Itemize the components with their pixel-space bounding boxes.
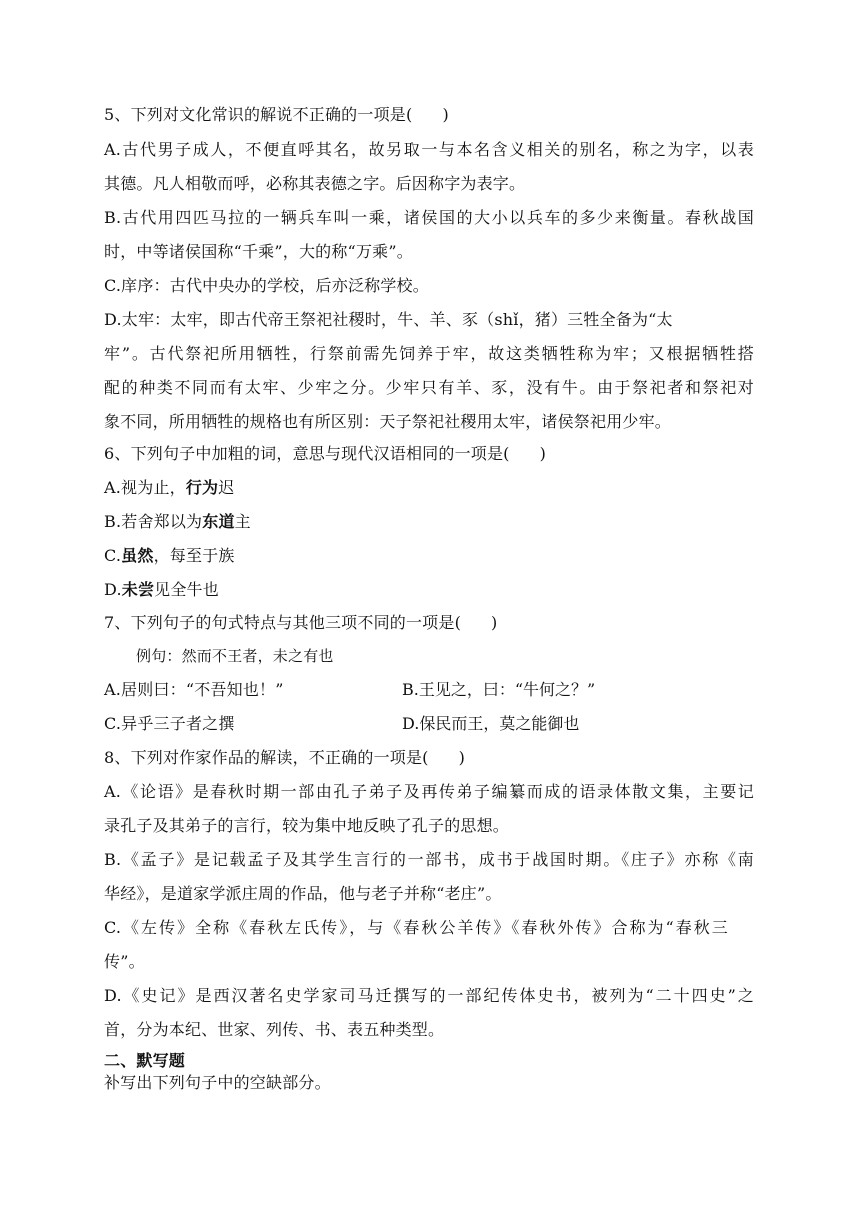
q5-option-a-line2: 其德。凡人相敬而呼，必称其表德之字。后因称字为表字。 [104,174,526,193]
q5-option-c: C.庠序：古代中央办的学校，后亦泛称学校。 [104,276,429,295]
q6-option-c [104,546,754,566]
q5-option-b-line2: 时，中等诸侯国称“千乘”，大的称“万乘”。 [104,242,413,261]
q8-option-d-line2: 首，分为本纪、世家、列传、书、表五种类型。 [104,1020,445,1039]
q6-b-bold-word: 东道 [202,512,235,531]
q8-option-d-line1: D.《史记》是西汉著名史学家司马迁撰写的一部纪传体史书，被列为“二十四史”之 [104,986,754,1005]
q6-c-bold-word: 虽然 [121,546,154,565]
q8-stem-text: 8、下列对作家作品的解读，不正确的一项是( [104,748,429,767]
q6-c-pre: C. [104,546,122,565]
q6-b-pre: B.若舍郑以为 [104,512,203,531]
q8-option-a-line2: 录孔子及其弟子的言行，较为集中地反映了孔子的思想。 [104,816,510,835]
q6-d-post: 见全牛也 [154,580,219,599]
q8-option-c-line1: C.《左传》全称《春秋左氏传》，与《春秋公羊传》《春秋外传》合称为“春秋三 [104,918,728,937]
q5-option-d-line3: 配的种类不同而有太牢、少牢之分。少牢只有羊、豕，没有牛。由于祭祀者和祭祀对 [104,378,754,397]
q6-d-pre: D. [104,580,122,599]
q6-a-bold-word: 行为 [185,478,219,497]
q5-stem-text: 5、下列对文化常识的解说不正确的一项是( [104,105,413,124]
q5-option-d-line4: 象不同，所用牺牲的规格也有所区别：天子祭祀社稷用太牢，诸侯祭祀用少牢。 [104,412,672,431]
q6-stem-text: 6、下列句子中加粗的词，意思与现代汉语相同的一项是( [104,444,510,463]
q5-option-d-line2: 牢”。古代祭祀所用牺牲，行祭前需先饲养于牢，故这类牺牲称为牢；又根据牺牲搭 [104,344,754,363]
q7-option-d: D.保民而王，莫之能御也 [402,714,580,733]
q7-stem [104,613,754,633]
q8-stem-close: ) [458,748,466,767]
q6-a-pre: A.视为止， [104,478,186,497]
q6-stem [104,444,754,464]
q8-option-c-line2: 传”。 [104,952,145,971]
q7-option-b: B.王见之，曰：“牛何之？” [402,680,596,699]
q7-option-a: A.居则曰：“不吾知也！” [104,680,284,699]
q5-stem [104,105,754,125]
q5-stem-close: ) [442,105,449,124]
q5-option-b-line1: B.古代用四匹马拉的一辆兵车叫一乘，诸侯国的大小以兵车的多少来衡量。春秋战国 [104,208,754,227]
q7-stem-text: 7、下列句子的句式特点与其他三项不同的一项是( [104,613,462,632]
q7-example-sentence: 例句：然而不王者，未之有也 [136,647,334,665]
q6-d-bold-word: 未尝 [121,580,155,599]
q6-stem-close: ) [539,444,547,463]
q6-c-post: ，每至于族 [153,546,235,565]
section-heading: 二、默写题 [104,1051,186,1070]
q7-stem-close: ) [491,613,498,632]
q8-option-a-line1: A.《论语》是春秋时期一部由孔子弟子及再传弟子编纂而成的语录体散文集，主要记 [104,782,754,801]
q8-option-b-line1: B.《孟子》是记载孟子及其学生言行的一部书，成书于战国时期。《庄子》亦称《南 [104,850,754,869]
q8-option-b-line2: 华经》，是道家学派庄周的作品，他与老子并称“老庄”。 [104,884,502,903]
section-instruction: 补写出下列句子中的空缺部分。 [104,1073,331,1092]
q6-option-d [104,580,754,600]
q8-stem [104,748,754,768]
q7-option-c: C.异乎三子者之撰 [104,714,235,733]
q6-b-post: 主 [234,512,251,531]
q6-option-a [104,478,754,498]
q5-option-d-line1: D.太牢：太牢，即古代帝王祭祀社稷时，牛、羊、豕（shǐ，猪）三牲全备为“太 [104,310,673,329]
q6-option-b [104,512,754,532]
q6-a-post: 迟 [218,478,235,497]
q5-option-a-line1: A.古代男子成人，不便直呼其名，故另取一与本名含义相关的别名，称之为字，以表 [104,140,754,159]
